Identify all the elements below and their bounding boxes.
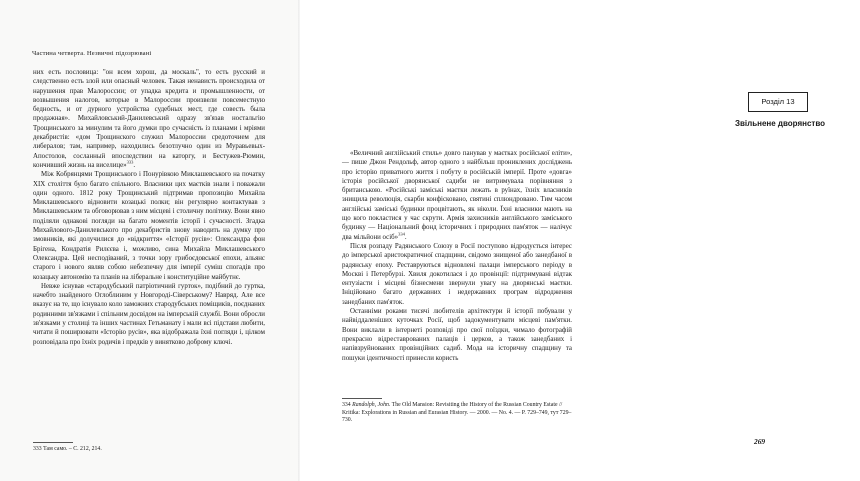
paragraph: Після розпаду Радянського Союзу в Росії поступово відродується інтерес до імперської аристократичної спадщини, свідомо знищеної або занедбаної в радянську епоху. Реставруються відновлені палаци імперського періоду в Москві і Петербурзі. Хвиля докотилася і до провінції: підтримувані відтак ентузіасти і місцеві бізнесмени звернули увагу на дворянські маєтки. Ініційовано багато державних і недержавних програм відродження занедбаних пам'яток. bbox=[342, 242, 572, 306]
footnote-author: Randolph, John. bbox=[352, 402, 391, 408]
footnote-divider bbox=[33, 442, 73, 443]
footnote-text: Там само. – С. 212, 214. bbox=[43, 446, 102, 452]
paragraph: Невже існував «стародубський патріотичний гурток», подібний до гуртка, начебто знайденого Оглоблиним у Новгороді-Сіверському? Навряд. Але все вказує на те, що існувало коло заможних стародубських поміщиків, поєднаних родинними зв'язками і спільним досвідом на імперській службі. Вони обросли зв'язками у столиці та інших частинах Гетьманату і мали всі підстави любити, читати й поширювати «Історію русів», яка відображала їхні погляди і, цілком розповідала про їхніх родичів і предків у винятково доброму ключі. bbox=[33, 282, 265, 346]
footnote-ref: 333 bbox=[126, 159, 134, 165]
footnote-number: 334 bbox=[342, 402, 351, 408]
footnote-ref: 334 bbox=[398, 231, 405, 237]
paragraph: них есть пословица: "он всем хорош, да москаль", то есть русский и следственно есть злой или опасный человек. Такая ненависть происходила от нарушения прав Малороссии; от упадка кредита и промышленности, от возвышения налогов, которые в Малороссии произвели повсеместную бедность, и от дурного устройства судебных мест, где совесть была продажная». Михайловський-Данилевський одразу зв'язав ностальгію Трощинського за минулим та його думки про сучасність із планами і мріями декабристів: «дом Трощинского служил Малороссии средоточием для либералов; там, например, находились безотлучно один из Муравьевых-Апостолов, сосланный впоследствии на каторгу, и Бестужев-Рюмин, кончивший жизнь на виселице»$^{333}$. bbox=[33, 69, 265, 169]
footnote-number: 333 bbox=[33, 446, 42, 452]
paragraph: «Величний англійський стиль» довго панував у маєтках російської еліти», — пише Джон Рендольф, автор одного з найбільш прониклених досліджень про історію приватного життя і побуту в російській імперії. Проте «довга» історія російської дворянської садиби не витримувала порівняння з британською. «Російські заміські маєтки лежать в руїнах, їхніх власників знищила революція, скарби конфісковано, святині сплюндровано. Тим часом англійські заміські будинки процвітають, як ніколи. Їхні власники мають на що кого покластися у час скрути. Армія захисників англійського заміського будинку — Національний фонд історичних і природних пам'яток — налічує два мільйони осіб»$^{334}$. bbox=[342, 150, 572, 241]
paragraph: Між Кобрянцями Трощинського і Понурівкою Миклашевського на початку XIX століття було багато спільного. Власники цих маєтків знали і поважали один одного. 1812 року Трощинський підтримав пропозицію Михайла Миклашевського відновити козацькі полки; він регулярно контактував з Миклашевським та обговорював з ним місцеві і столичну політику. Вони явно поділяли однакові погляди на багато моментів історії і сучасності. Згадка Михайлового-Данилевського про декабристів знову наводить на думку про змовників, які долучилися до «відкриття» «Історії русів»: Олександра фон Брігена, Кондратія Рилєєва і, можливо, сина Михайла Миклашевського Олександра. Цей несподіваний, з точки зору грибоєдовської епохи, альянс старого і нового являв собою небезпечну для імперії суміш спогадів про козацьку автономію та планів на ліберальне і конституційне майбутнє. bbox=[33, 171, 265, 281]
left-page bbox=[0, 0, 300, 481]
footnote-divider bbox=[342, 398, 382, 399]
chapter-number: Розділ 13 bbox=[748, 92, 808, 112]
paragraph-text: них есть пословица: "он всем хорош, да москаль", то есть русский и следственно есть злой или опасный человек. Такая ненависть происходила от нарушения прав Малороссии; от упадка кредита и промышленности, от возвышения налогов, которые в Малороссии произвели повсеместную бедность, и от дурного устройства судебных мест, где совесть была продажная». Михайловський-Данилевський одразу зв'язав ностальгію Трощинського за минулим та його думки про сучасність із планами і мріями декабристів: «дом Трощинского служил Малороссии средоточием для либералов; там, например, находились безотлучно один из Муравьевых-Апостолов, сосланный впоследствии на каторгу, и Бестужев-Рюмин, кончивший жизнь на виселице» bbox=[33, 69, 265, 169]
running-head: Частина четверта. Незвичні підозрювані bbox=[32, 50, 152, 57]
right-page bbox=[300, 0, 826, 481]
paragraph-text: «Величний англійський стиль» довго панував у маєтках російської еліти», — пише Джон Рендольф, автор одного з найбільш прониклених досліджень про історію приватного життя і побуту в російській імперії. Проте «довга» історія російської дворянської садиби не витримувала порівняння з британською. «Російські заміські маєтки лежать в руїнах, їхніх власників знищила революція, скарби конфісковано, святині сплюндровано. Тим часом англійські заміські будинки процвітають, як ніколи. Їхні власники мають на що кого покластися у час скрути. Армія захисників англійського заміського будинку — Національний фонд історичних і природних пам'яток — налічує два мільйони осіб» bbox=[342, 150, 572, 241]
footnote-text: The Old Mansion: Revisiting the History of the Russian Country Estate // Kritika: Explorations in Russian and Eurasian History. — 2000. — No. 4. — P. 729–749, тут 729–730. bbox=[342, 402, 572, 424]
right-text-column bbox=[342, 149, 572, 363]
paragraph: Останніми роками тисячі любителів архітектури й історії побували у найвіддаленіших куточках Росії, щоб задокументувати місцеві пам'ятки. Вони виклали в інтернеті розповіді про свої поїздки, чимало фотографій прекрасно відреставрованих палаців і церков, а також занедбаних і напівзруйнованих провінційних садиб. Мода на історичну спадщину та пошуки ідентичності принесли користь bbox=[342, 308, 572, 362]
footnote bbox=[342, 402, 572, 425]
footnote bbox=[33, 446, 265, 454]
chapter-title: Звільнене дворянство bbox=[734, 119, 826, 128]
page-number: 269 bbox=[754, 437, 766, 446]
left-text-column bbox=[33, 68, 265, 347]
